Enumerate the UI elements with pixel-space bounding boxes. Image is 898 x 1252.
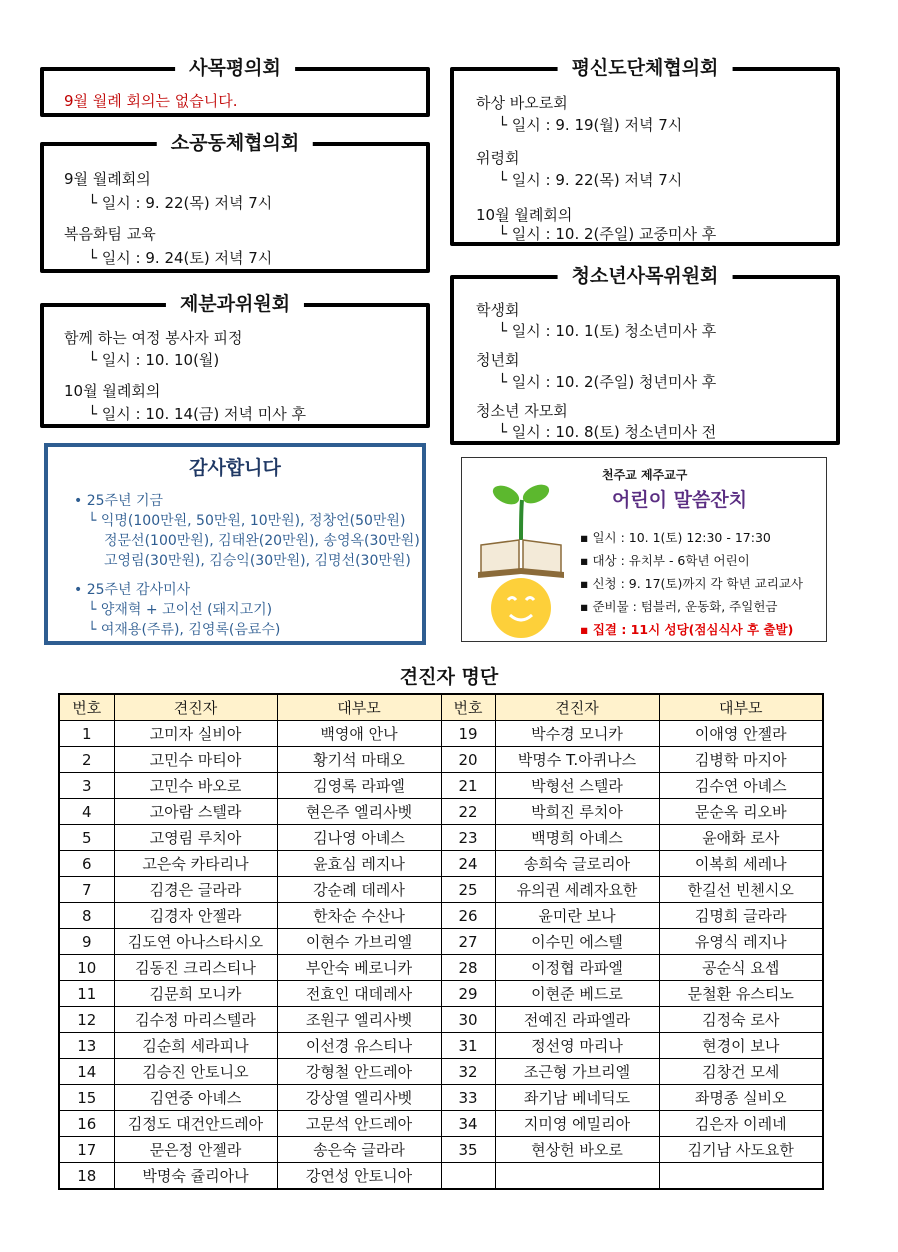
table-cell: 이현수 가브리엘 <box>277 929 441 955</box>
table-cell: 정선영 마리나 <box>495 1033 659 1059</box>
youth-box <box>450 265 840 445</box>
table-cell: 한차순 수산나 <box>277 903 441 929</box>
table-cell: 유의권 세례자요한 <box>495 877 659 903</box>
table-cell: 백명희 아녜스 <box>495 825 659 851</box>
confirmation-table <box>58 693 824 1190</box>
table-cell: 4 <box>59 799 114 825</box>
table-row <box>59 825 823 851</box>
table-cell <box>441 1163 495 1190</box>
table-row <box>59 1137 823 1163</box>
table-row <box>59 799 823 825</box>
children-event-poster <box>461 457 827 642</box>
table-cell: 강상열 엘리사벳 <box>277 1085 441 1111</box>
table-cell: 2 <box>59 747 114 773</box>
youth-item-detail: └ 일시 : 10. 8(토) 청소년미사 전 <box>498 423 717 441</box>
table-header-cell: 견진자 <box>495 694 659 721</box>
table-cell: 12 <box>59 1007 114 1033</box>
poster-item: ▪ 준비물 : 텀블러, 운동화, 주일헌금 <box>580 599 778 614</box>
confirmation-list-title: 견진자 명단 <box>399 666 499 688</box>
table-header-cell: 대부모 <box>277 694 441 721</box>
table-cell: 19 <box>441 721 495 747</box>
jebun-title: 제분과위원회 <box>166 289 304 316</box>
table-cell: 이현준 베드로 <box>495 981 659 1007</box>
table-cell: 8 <box>59 903 114 929</box>
thanks-line: 정문선(100만원), 김태완(20만원), 송영옥(30만원) <box>104 533 420 549</box>
table-cell: 강연성 안토니아 <box>277 1163 441 1190</box>
table-cell: 김정도 대건안드레아 <box>114 1111 277 1137</box>
thanks-line: 고영림(30만원), 김승익(30만원), 김명선(30만원) <box>104 553 411 569</box>
table-cell: 백영애 안나 <box>277 721 441 747</box>
thanks-line: • 25주년 기금 <box>74 493 164 509</box>
table-header-cell: 번호 <box>59 694 114 721</box>
youth-item-name: 청소년 자모회 <box>476 402 568 420</box>
table-cell: 좌명종 실비오 <box>659 1085 823 1111</box>
table-cell: 11 <box>59 981 114 1007</box>
thanks-line: └ 익명(100만원, 50만원, 10만원), 정창언(50만원) <box>88 513 406 529</box>
poster-org: 천주교 제주교구 <box>602 468 688 482</box>
youth-item-name: 청년회 <box>476 351 520 369</box>
table-cell: 5 <box>59 825 114 851</box>
samok-notice: 9월 월례 회의는 없습니다. <box>64 92 238 110</box>
table-cell: 고아람 스텔라 <box>114 799 277 825</box>
table-cell: 30 <box>441 1007 495 1033</box>
table-row <box>59 773 823 799</box>
table-cell: 김은자 이레네 <box>659 1111 823 1137</box>
jebun-box <box>40 293 430 428</box>
table-row <box>59 1033 823 1059</box>
table-row <box>59 1163 823 1190</box>
table-cell <box>495 1163 659 1190</box>
thanks-line: • 25주년 감사미사 <box>74 582 191 598</box>
table-cell: 15 <box>59 1085 114 1111</box>
table-cell: 유영식 레지나 <box>659 929 823 955</box>
table-cell: 고문석 안드레아 <box>277 1111 441 1137</box>
pyeongsin-item-name: 10월 월례회의 <box>476 206 573 224</box>
table-cell: 박명숙 쥴리아나 <box>114 1163 277 1190</box>
table-cell: 박형선 스텔라 <box>495 773 659 799</box>
table-cell: 33 <box>441 1085 495 1111</box>
table-cell: 현경이 보나 <box>659 1033 823 1059</box>
pyeongsin-item-name: 하상 바오로회 <box>476 94 568 112</box>
table-cell: 17 <box>59 1137 114 1163</box>
table-cell: 34 <box>441 1111 495 1137</box>
table-cell: 윤애화 로사 <box>659 825 823 851</box>
table-cell: 부안숙 베로니카 <box>277 955 441 981</box>
table-cell: 김창건 모세 <box>659 1059 823 1085</box>
youth-title: 청소년사목위원회 <box>558 261 733 288</box>
sogong-box <box>40 132 430 273</box>
youth-item-name: 학생회 <box>476 301 520 319</box>
table-cell: 김나영 아녜스 <box>277 825 441 851</box>
table-cell: 조근형 가브리엘 <box>495 1059 659 1085</box>
table-cell: 고미자 실비아 <box>114 721 277 747</box>
samok-title: 사목평의회 <box>175 53 295 80</box>
table-cell: 문은정 안젤라 <box>114 1137 277 1163</box>
table-cell: 7 <box>59 877 114 903</box>
table-cell <box>659 1163 823 1190</box>
pyeongsin-item-name: 위령회 <box>476 149 520 167</box>
table-cell: 27 <box>441 929 495 955</box>
table-row <box>59 981 823 1007</box>
table-cell: 송은숙 글라라 <box>277 1137 441 1163</box>
table-cell: 김기남 사도요한 <box>659 1137 823 1163</box>
table-cell: 현상헌 바오로 <box>495 1137 659 1163</box>
table-cell: 14 <box>59 1059 114 1085</box>
table-cell: 6 <box>59 851 114 877</box>
table-cell: 윤효심 레지나 <box>277 851 441 877</box>
table-cell: 20 <box>441 747 495 773</box>
table-cell: 24 <box>441 851 495 877</box>
table-cell: 고민수 바오로 <box>114 773 277 799</box>
table-cell: 13 <box>59 1033 114 1059</box>
table-row <box>59 903 823 929</box>
table-cell: 문철환 유스티노 <box>659 981 823 1007</box>
samok-box <box>40 57 430 117</box>
table-row <box>59 929 823 955</box>
table-cell: 강형철 안드레아 <box>277 1059 441 1085</box>
table-cell: 지미영 에밀리아 <box>495 1111 659 1137</box>
table-cell: 1 <box>59 721 114 747</box>
pyeongsin-item-detail: └ 일시 : 9. 22(목) 저녁 7시 <box>498 171 683 189</box>
sogong-item-detail: └ 일시 : 9. 22(목) 저녁 7시 <box>88 194 273 212</box>
table-cell: 김명희 글라라 <box>659 903 823 929</box>
table-cell: 강순례 데레사 <box>277 877 441 903</box>
table-header-cell: 번호 <box>441 694 495 721</box>
table-cell: 황기석 마태오 <box>277 747 441 773</box>
jebun-item-name: 함께 하는 여정 봉사자 피정 <box>64 329 243 347</box>
table-row <box>59 955 823 981</box>
thanks-box <box>44 443 426 645</box>
table-cell: 한길선 빈첸시오 <box>659 877 823 903</box>
table-cell: 김문희 모니카 <box>114 981 277 1007</box>
table-row <box>59 851 823 877</box>
table-header-row <box>59 694 823 721</box>
jebun-item-detail: └ 일시 : 10. 10(월) <box>88 351 220 369</box>
poster-item: ▪ 일시 : 10. 1(토) 12:30 - 17:30 <box>580 530 771 545</box>
table-row <box>59 1085 823 1111</box>
table-cell: 공순식 요셉 <box>659 955 823 981</box>
sogong-item-detail: └ 일시 : 9. 24(토) 저녁 7시 <box>88 249 273 267</box>
table-cell: 23 <box>441 825 495 851</box>
table-row <box>59 1007 823 1033</box>
table-cell: 김동진 크리스티나 <box>114 955 277 981</box>
table-cell: 박희진 루치아 <box>495 799 659 825</box>
table-row <box>59 1059 823 1085</box>
pyeongsin-title: 평신도단체협의회 <box>558 53 733 80</box>
table-cell: 김경자 안젤라 <box>114 903 277 929</box>
table-cell: 29 <box>441 981 495 1007</box>
table-cell: 21 <box>441 773 495 799</box>
table-cell: 윤미란 보나 <box>495 903 659 929</box>
poster-title: 어린이 말씀잔치 <box>612 489 748 511</box>
table-cell: 25 <box>441 877 495 903</box>
table-cell: 송희숙 글로리아 <box>495 851 659 877</box>
poster-item: ▪ 신청 : 9. 17(토)까지 각 학년 교리교사 <box>580 576 803 591</box>
table-cell: 김수정 마리스텔라 <box>114 1007 277 1033</box>
table-cell: 김승진 안토니오 <box>114 1059 277 1085</box>
pyeongsin-item-detail: └ 일시 : 9. 19(월) 저녁 7시 <box>498 116 683 134</box>
table-cell: 전효인 대데레사 <box>277 981 441 1007</box>
table-cell: 김경은 글라라 <box>114 877 277 903</box>
table-cell: 고은숙 카타리나 <box>114 851 277 877</box>
table-cell: 22 <box>441 799 495 825</box>
table-cell: 이선경 유스티나 <box>277 1033 441 1059</box>
table-cell: 고민수 마티아 <box>114 747 277 773</box>
table-cell: 35 <box>441 1137 495 1163</box>
table-cell: 18 <box>59 1163 114 1190</box>
table-cell: 9 <box>59 929 114 955</box>
table-cell: 이애영 안젤라 <box>659 721 823 747</box>
youth-item-detail: └ 일시 : 10. 1(토) 청소년미사 후 <box>498 322 717 340</box>
sogong-item-name: 복음화팀 교육 <box>64 225 156 243</box>
poster-item-highlight: ▪ 집결 : 11시 성당(점심식사 후 출발) <box>580 622 794 637</box>
youth-item-detail: └ 일시 : 10. 2(주일) 청년미사 후 <box>498 373 717 391</box>
table-cell: 조원구 엘리사벳 <box>277 1007 441 1033</box>
pyeongsin-box <box>450 57 840 246</box>
table-cell: 김도연 아나스타시오 <box>114 929 277 955</box>
table-cell: 문순옥 리오바 <box>659 799 823 825</box>
table-cell: 전예진 라파엘라 <box>495 1007 659 1033</box>
thanks-line: └ 양재혁 + 고이선 (돼지고기) <box>88 602 273 618</box>
poster-item: ▪ 대상 : 유치부 - 6학년 어린이 <box>580 553 750 568</box>
table-cell: 16 <box>59 1111 114 1137</box>
table-cell: 박수경 모니카 <box>495 721 659 747</box>
table-row <box>59 1111 823 1137</box>
table-cell: 10 <box>59 955 114 981</box>
table-cell: 고영림 루치아 <box>114 825 277 851</box>
table-cell: 32 <box>441 1059 495 1085</box>
table-cell: 김영록 라파엘 <box>277 773 441 799</box>
table-header-cell: 대부모 <box>659 694 823 721</box>
table-cell: 이복희 세레나 <box>659 851 823 877</box>
table-cell: 현은주 엘리사벳 <box>277 799 441 825</box>
table-cell: 김수연 아녜스 <box>659 773 823 799</box>
table-cell: 박명수 T.아퀴나스 <box>495 747 659 773</box>
pyeongsin-item-detail: └ 일시 : 10. 2(주일) 교중미사 후 <box>498 225 717 243</box>
table-cell: 26 <box>441 903 495 929</box>
sprout-book-face-illustration <box>466 460 576 640</box>
table-cell: 3 <box>59 773 114 799</box>
table-cell: 28 <box>441 955 495 981</box>
table-row <box>59 877 823 903</box>
jebun-item-detail: └ 일시 : 10. 14(금) 저녁 미사 후 <box>88 405 307 423</box>
table-cell: 이정협 라파엘 <box>495 955 659 981</box>
table-cell: 김순희 세라피나 <box>114 1033 277 1059</box>
table-row <box>59 747 823 773</box>
sogong-item-name: 9월 월례회의 <box>64 170 151 188</box>
thanks-title: 감사합니다 <box>189 457 281 479</box>
jebun-item-name: 10월 월례회의 <box>64 382 161 400</box>
sogong-title: 소공동체협의회 <box>157 128 313 155</box>
table-cell: 김정숙 로사 <box>659 1007 823 1033</box>
table-cell: 31 <box>441 1033 495 1059</box>
table-header-cell: 견진자 <box>114 694 277 721</box>
table-cell: 김병학 마지아 <box>659 747 823 773</box>
table-cell: 이수민 에스텔 <box>495 929 659 955</box>
table-cell: 좌기남 베네딕도 <box>495 1085 659 1111</box>
table-row <box>59 721 823 747</box>
table-cell: 김연중 아녜스 <box>114 1085 277 1111</box>
thanks-line: └ 여재용(주류), 김영록(음료수) <box>88 622 281 638</box>
